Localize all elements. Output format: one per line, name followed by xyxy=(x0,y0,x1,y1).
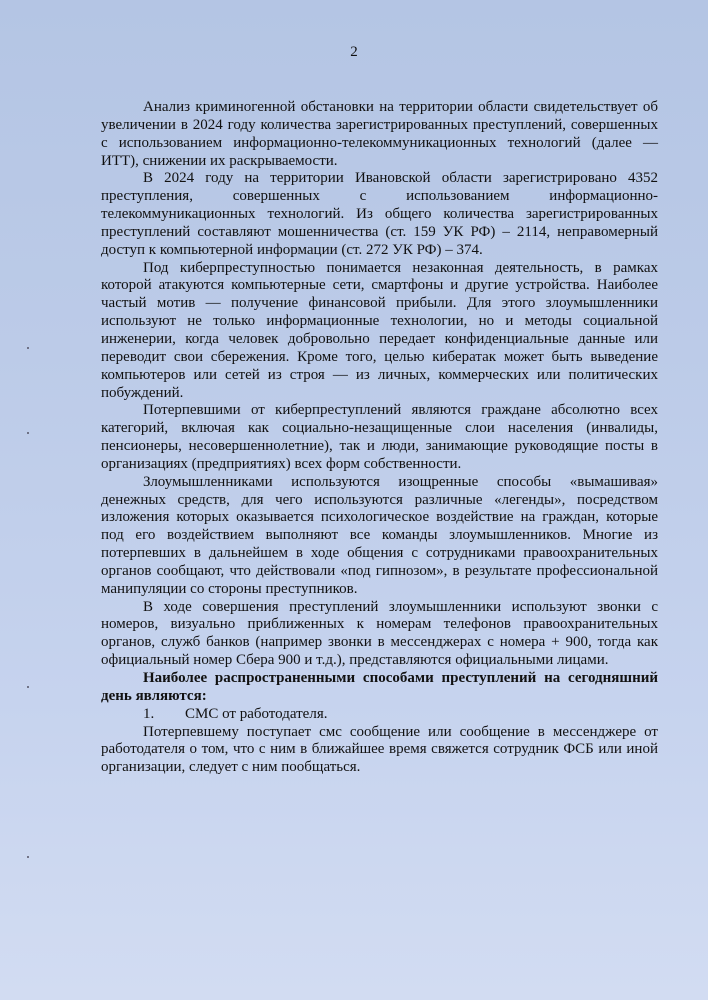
list-item-number: 1. xyxy=(143,705,155,722)
margin-dot xyxy=(27,856,29,858)
list-item-text: СМС от работодателя. xyxy=(185,705,328,722)
margin-dot xyxy=(27,347,29,349)
paragraph-victims: Потерпевшими от киберпреступлений являются граждане абсолютно всех категорий, включая как социально-незащищенные слои населения (инвалиды, пенсионеры, несовершеннолетние), так и люди, занимающие руководящие посты в организациях (предприятиях) всех форм собственности. xyxy=(101,402,658,472)
paragraph-statistics-2024: В 2024 году на территории Ивановской области зарегистрировано 4352 преступления, совершенных с использованием информационно-телекоммуникационных технологий. Из общего количества зарегистрированных преступлений составляют мошенничества (ст. 159 УК РФ) – 2114, неправомерный доступ к компьютерной информации (ст. 272 УК РФ) – 374. xyxy=(101,170,658,258)
paragraph-crime-analysis: Анализ криминогенной обстановки на территории области свидетельствует об увеличении в 2024 году количества зарегистрированных преступлений, совершенных с использованием информационно-телекоммуникационных технологий (далее — ИТТ), снижении их раскрываемости. xyxy=(101,99,658,169)
paragraph-methods: Злоумышленниками используются изощренные способы «вымашивая» денежных средств, для чего используются различные «легенды», посредством изложения которых оказывается психологическое воздействие на граждан, которые под его воздействием выполняют все команды злоумышленников. Многие из потерпевших в дальнейшем в ходе общения с сотрудниками правоохранительных органов сообщают, что действовали «под гипнозом», в результате профессиональной манипуляции со стороны преступников. xyxy=(101,473,658,597)
list-item xyxy=(101,706,658,724)
page-number: 2 xyxy=(350,44,358,60)
margin-dot xyxy=(27,432,29,434)
bold-heading: Наиболее распространенными способами преступлений на сегодняшний день являются: xyxy=(101,670,658,704)
paragraph-employer-sms: Потерпевшему поступает смс сообщение или сообщение в мессенджере от работодателя о том, что с ним в ближайшее время свяжется сотрудник ФСБ или иной организации, следует с ним пообщаться. xyxy=(101,723,658,776)
paragraph-calls: В ходе совершения преступлений злоумышленники используют звонки с номеров, визуально приближенных к номерам телефонов правоохранительных органов, служб банков (например звонки в мессенджерах с номера + 900, тогда как официальный номер Сбера 900 и т.д.), представляются официальными лицами. xyxy=(101,598,658,669)
document-body xyxy=(101,99,658,777)
paragraph-cybercrime-definition: Под киберпреступностью понимается незаконная деятельность, в рамках которой атакуются компьютерные сети, смартфоны и другие устройства. Наиболее частый мотив — получение финансовой прибыли. Для этого злоумышленники используют не только информационные технологии, но и методы социальной инженерии, когда человек добровольно передает конфиденциальные данные или переводит свои сбережения. Кроме того, целью кибератак может быть выведение компьютеров или сетей из строя — из личных, коммерческих или политических побуждений. xyxy=(101,259,658,401)
margin-dot xyxy=(27,686,29,688)
